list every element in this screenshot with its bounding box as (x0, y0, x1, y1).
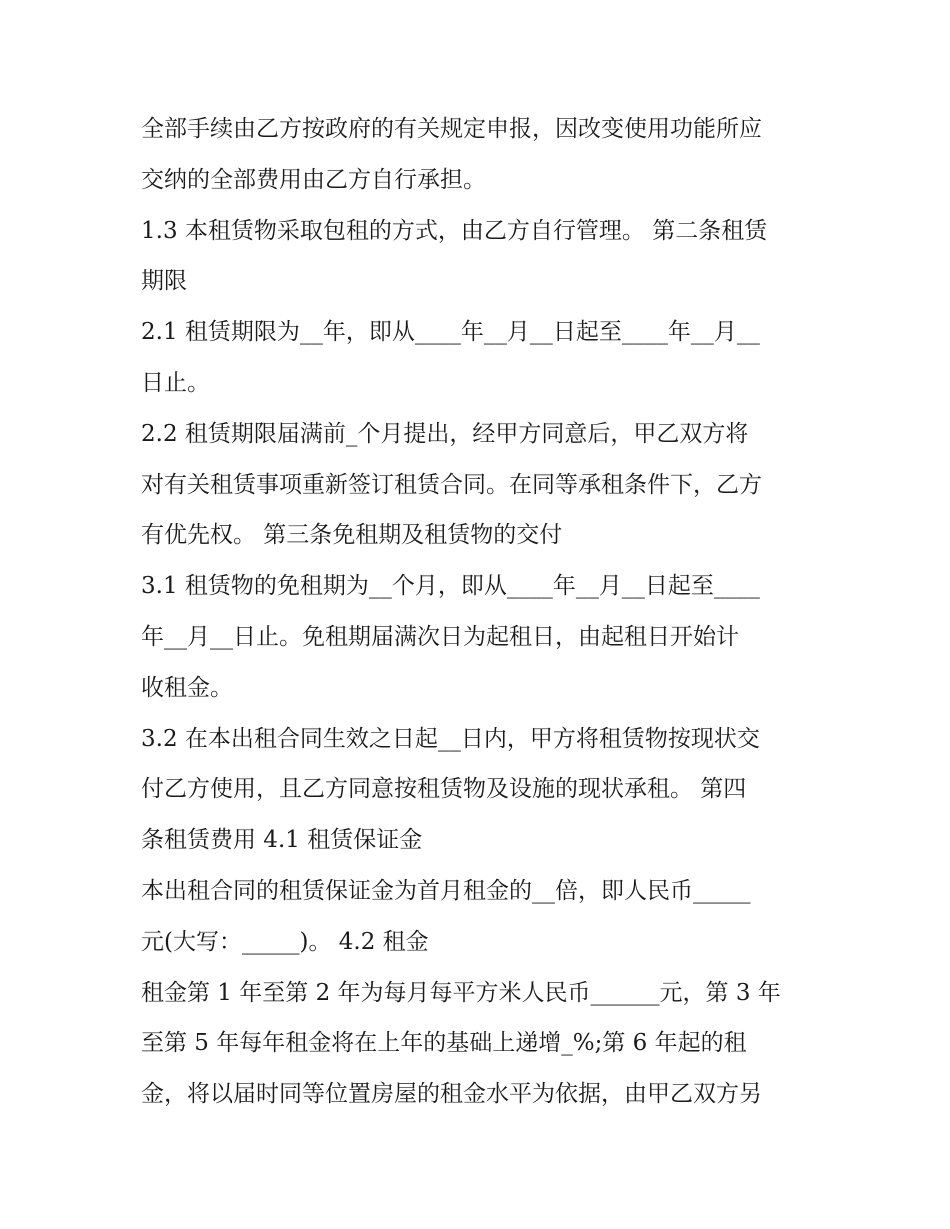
text-line: 至第 5 年每年租金将在上年的基础上递增_%;第 6 年起的租 (141, 1030, 747, 1057)
text-line: 3.1 租赁物的免租期为__个月，即从____年__月__日起至____ (141, 573, 760, 600)
text-line: 全部手续由乙方按政府的有关规定申报，因改变使用功能所应 (141, 116, 762, 142)
text-line: 2.2 租赁期限届满前_个月提出，经甲方同意后，甲乙双方将 (141, 420, 749, 447)
text-line: 日止。 (141, 369, 210, 396)
text-line: 2.1 租赁期限为__年，即从____年__月__日起至____年__月__ (141, 319, 760, 346)
text-line: 元(大写：_____)。 4.2 租金 (141, 928, 429, 955)
text-line: 收租金。 (141, 674, 233, 701)
text-line: 本出租合同的租赁保证金为首月租金的__倍，即人民币_____ (141, 877, 751, 904)
text-line: 3.2 在本出租合同生效之日起__日内，甲方将租赁物按现状交 (141, 725, 760, 752)
text-line: 租金第 1 年至第 2 年为每月每平方米人民币______元，第 3 年 (141, 979, 781, 1006)
text-line: 1.3 本租赁物采取包租的方式，由乙方自行管理。 第二条租赁 (141, 217, 768, 244)
text-line: 付乙方使用，且乙方同意按租赁物及设施的现状承租。 第四 (141, 776, 747, 803)
text-line: 期限 (141, 268, 187, 295)
text-line: 年__月__日止。免租期届满次日为起租日，由起租日开始计 (141, 623, 739, 650)
text-line: 交纳的全部费用由乙方自行承担。 (141, 166, 486, 193)
text-line: 对有关租赁事项重新签订租赁合同。在同等承租条件下，乙方 (141, 471, 762, 498)
text-line: 条租赁费用 4.1 租赁保证金 (141, 827, 423, 854)
text-line: 有优先权。 第三条免租期及租赁物的交付 (141, 522, 563, 549)
contract-body-text (141, 104, 821, 1120)
text-line: 金，将以届时同等位置房屋的租金水平为依据，由甲乙双方另 (141, 1081, 762, 1108)
